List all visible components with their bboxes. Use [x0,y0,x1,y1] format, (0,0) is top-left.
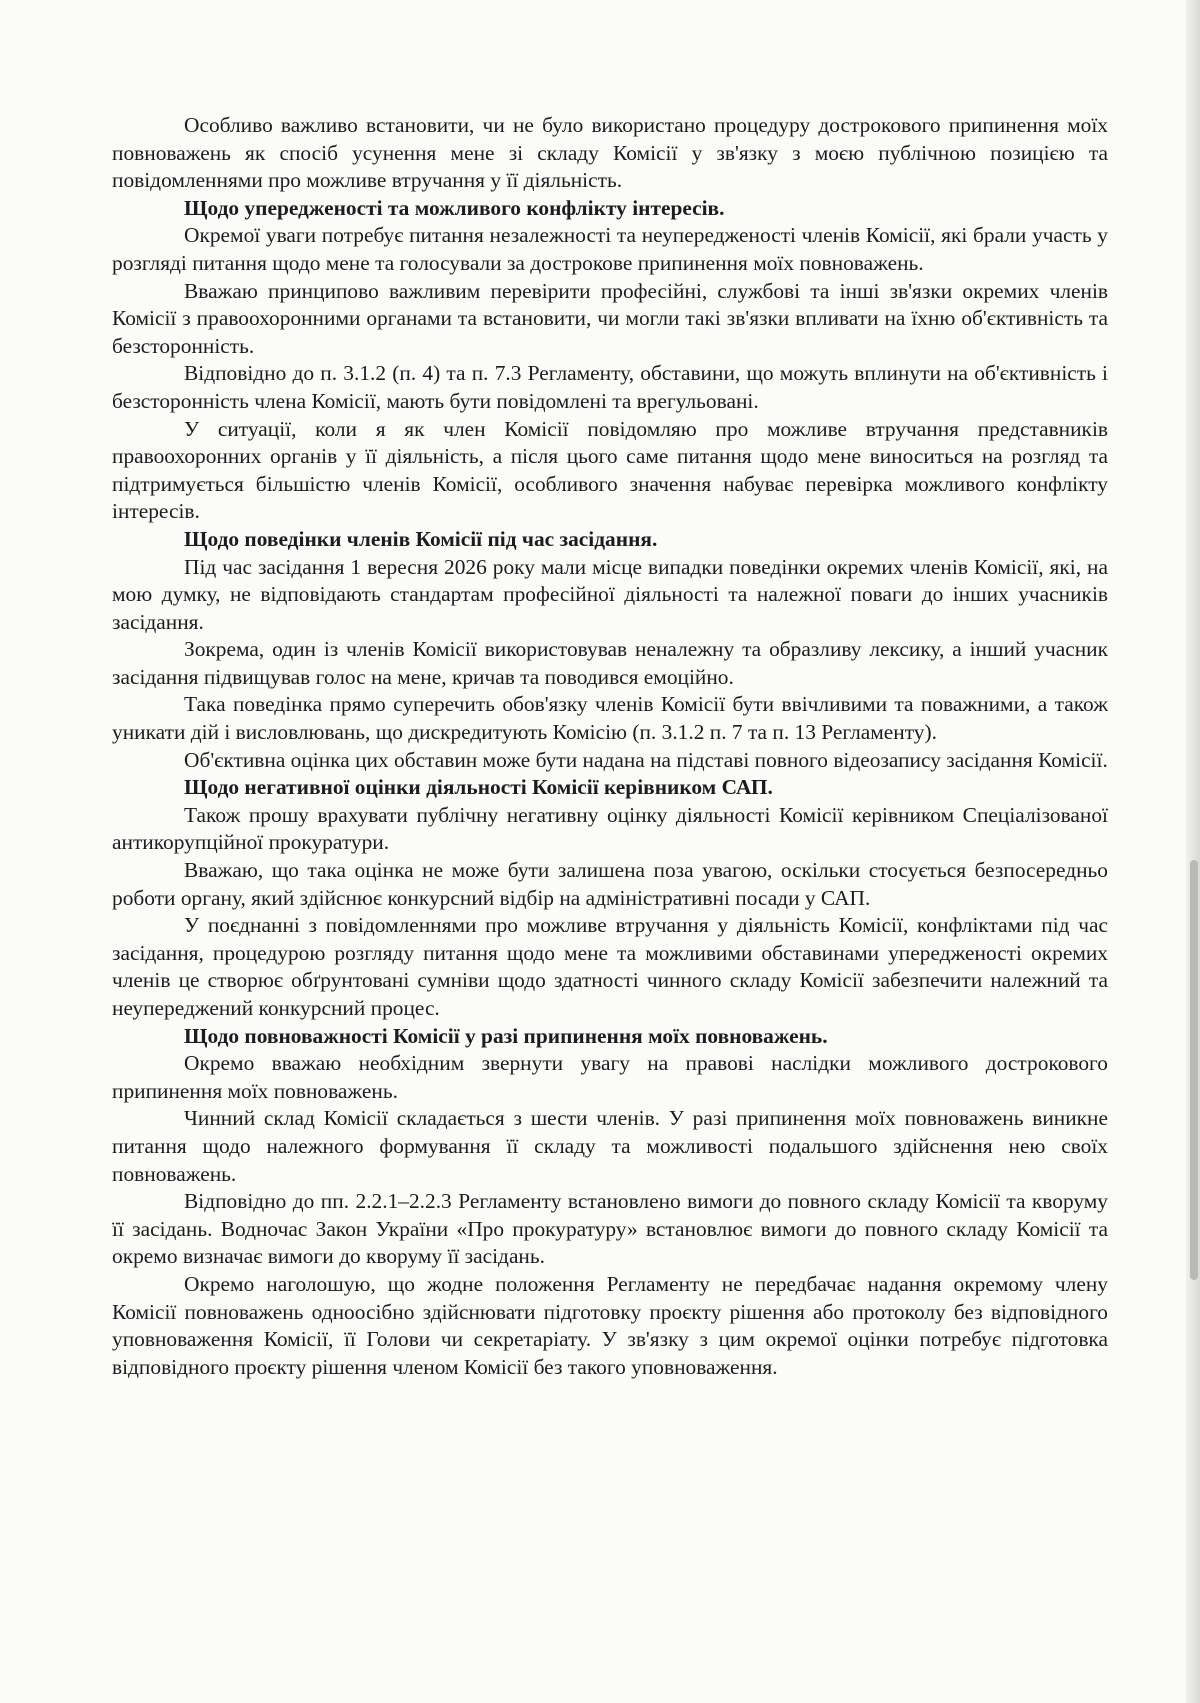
section-heading: Щодо повноважності Комісії у разі припинення моїх повноважень. [184,1023,828,1048]
document-body [112,112,1108,1381]
page-edge [1186,0,1200,1703]
paragraph: Така поведінка прямо суперечить обов'язку членів Комісії бути ввічливими та поважними, а також уникати дій і висловлювань, що дискредитують Комісію (п. 3.1.2 п. 7 та п. 13 Регламенту). [112,692,1108,745]
paragraph: У ситуації, коли я як член Комісії повідомляю про можливе втручання представників правоохоронних органів у її діяльність, а після цього саме питання щодо мене виноситься на розгляд та підтримується більшістю членів Комісії, особливого значення набуває перевірка можливого конфлікту інтересів. [112,416,1108,524]
paragraph: У поєднанні з повідомленнями про можливе втручання у діяльність Комісії, конфліктами під час засідання, процедурою розгляду питання щодо мене та можливими обставинами упередженості окремих членів це створює обґрунтовані сумніви щодо здатності чинного складу Комісії забезпечити належний та неупереджений конкурсний процес. [112,913,1108,1020]
paragraph: Вважаю принципово важливим перевірити професійні, службові та інші зв'язки окремих членів Комісії з правоохоронними органами та встановити, чи могли такі зв'язки впливати на їхню об'єктивність та безсторонність. [112,278,1108,358]
paragraph: Окремо вважаю необхідним звернути увагу на правові наслідки можливого дострокового припинення моїх повноважень. [112,1051,1108,1103]
paragraph: Окремої уваги потребує питання незалежності та неупередженості членів Комісії, які брали участь у розгляді питання щодо мене та голосували за дострокове припинення моїх повноважень. [112,223,1108,275]
paragraph: Окремо наголошую, що жодне положення Регламенту не передбачає надання окремому члену Комісії повноважень одноосібно здійснювати підготовку проєкту рішення або протоколу без відповідного уповноваження Комісії, її Голови чи секретаріату. У зв'язку з цим окремої оцінки потребує підготовка відповідного проєкту рішення членом Комісії без такого уповноваження. [112,1271,1108,1379]
paragraph: Вважаю, що така оцінка не може бути залишена поза увагою, оскільки стосується безпосередньо роботи органу, який здійснює конкурсний відбір на адміністративні посади у САП. [112,858,1108,910]
paragraph: Особливо важливо встановити, чи не було використано процедуру дострокового припинення моїх повноважень як спосіб усунення мене зі складу Комісії у зв'язку з моєю публічною позицією та повідомленнями про можливе втручання у її діяльність. [112,113,1108,193]
paragraph: Чинний склад Комісії складається з шести членів. У разі припинення моїх повноважень виникне питання щодо належного формування її складу та можливості подальшого здійснення нею своїх повноважень. [112,1106,1108,1186]
paragraph: Відповідно до п. 3.1.2 (п. 4) та п. 7.3 Регламенту, обставини, що можуть вплинути на об'єктивність і безсторонність члена Комісії, мають бути повідомлені та врегульовані. [112,361,1108,413]
paragraph: Під час засідання 1 вересня 2026 року мали місце випадки поведінки окремих членів Комісії, які, на мою думку, не відповідають стандартам професійної діяльності та належної поваги до інших учасників засідання. [112,554,1108,634]
paragraph: Відповідно до пп. 2.2.1–2.2.3 Регламенту встановлено вимоги до повного складу Комісії та кворуму її засідань. Водночас Закон України «Про прокуратуру» встановлює вимоги до повного складу Комісії та окремо визначає вимоги до кворуму її засідань. [112,1189,1108,1269]
paragraph: Також прошу врахувати публічну негативну оцінку діяльності Комісії керівником Спеціалізованої антикорупційної прокуратури. [112,802,1108,855]
section-heading: Щодо упередженості та можливого конфлікту інтересів. [184,195,725,220]
section-heading: Щодо поведінки членів Комісії під час засідання. [184,526,658,551]
section-heading: Щодо негативної оцінки діяльності Комісії керівником САП. [184,775,773,800]
paragraph: Об'єктивна оцінка цих обставин може бути надана на підставі повного відеозапису засідання Комісії. [184,747,1108,772]
paragraph: Зокрема, один із членів Комісії використовував неналежну та образливу лексику, а інший учасник засідання підвищував голос на мене, кричав та поводився емоційно. [112,637,1108,689]
scrollbar-thumb[interactable] [1190,860,1198,1280]
